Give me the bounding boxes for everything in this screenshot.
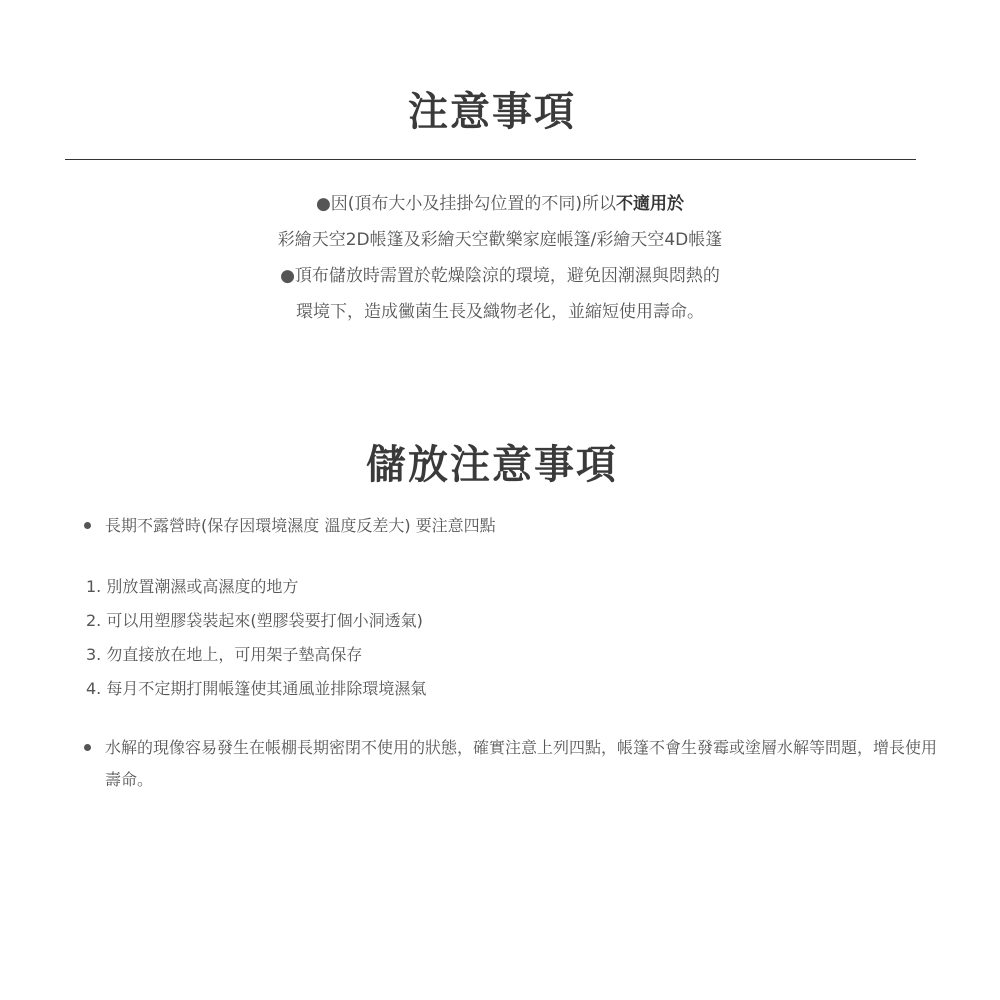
title-divider xyxy=(65,159,916,160)
storage-steps-list xyxy=(86,570,426,706)
notice-paragraph xyxy=(0,186,1000,330)
bullet-item-hydrolysis-note: 水解的現像容易發生在帳棚長期密閉不使用的狀態，確實注意上列四點，帳篷不會生發霉或塗層水解等問題，增長使用壽命。 xyxy=(84,732,944,796)
list-item: 4. 每月不定期打開帳篷使其通風並排除環境濕氣 xyxy=(86,679,427,698)
notice-line-3: ●頂布儲放時需置於乾燥陰涼的環境，避免因潮濕與悶熱的 xyxy=(280,266,720,286)
bullet-item-storage-intro: 長期不露營時(保存因環境濕度 溫度反差大) 要注意四點 xyxy=(84,510,944,542)
list-item: 3. 勿直接放在地上，可用架子墊高保存 xyxy=(86,645,363,664)
list-item: 2. 可以用塑膠袋裝起來(塑膠袋要打個小洞透氣) xyxy=(86,611,423,630)
notice-emphasis: 不適用於 xyxy=(616,194,685,214)
notice-line-1: ●因(頂布大小及挂掛勾位置的不同)所以不適用於 xyxy=(315,194,685,214)
list-item: 1. 別放置潮濕或高濕度的地方 xyxy=(86,577,299,596)
notice-line-2: 彩繪天空2D帳篷及彩繪天空歡樂家庭帳篷/彩繪天空4D帳篷 xyxy=(277,230,723,250)
bullet-dot-icon xyxy=(84,522,91,529)
storage-title: 儲放注意事項 xyxy=(366,442,618,488)
notice-title: 注意事項 xyxy=(408,89,576,135)
bullet-dot-icon xyxy=(84,744,91,751)
notice-line-4: 環境下，造成黴菌生長及織物老化，並縮短使用壽命。 xyxy=(296,302,704,322)
